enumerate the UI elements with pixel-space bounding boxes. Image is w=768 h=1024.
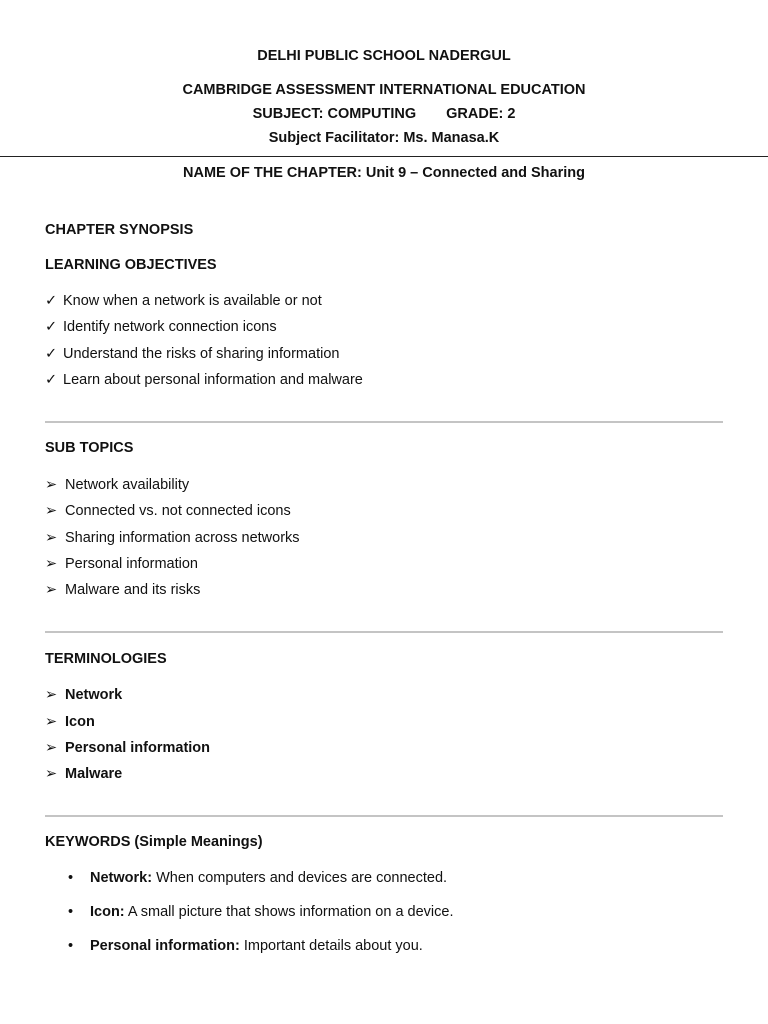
synopsis-heading: CHAPTER SYNOPSIS xyxy=(45,222,194,238)
objective-item xyxy=(45,319,277,335)
term-item xyxy=(45,766,122,782)
objective-text: Learn about personal information and malware xyxy=(63,372,363,388)
objective-item xyxy=(45,293,322,309)
term-text: Personal information xyxy=(65,740,211,756)
subtopic-text: Personal information xyxy=(65,556,198,572)
arrow-bullet-icon: ➢ xyxy=(45,687,58,703)
keyword-item xyxy=(68,904,453,920)
subtopic-item xyxy=(45,477,189,493)
keyword-term: Network: xyxy=(90,870,153,886)
objective-item xyxy=(45,372,363,388)
subtopic-text: Malware and its risks xyxy=(65,582,201,598)
section-divider xyxy=(45,631,723,633)
term-item xyxy=(45,740,210,756)
facilitator-name: Subject Facilitator: Ms. Manasa.K xyxy=(268,130,500,146)
check-icon: ✓ xyxy=(45,372,58,388)
header-divider xyxy=(0,156,768,157)
board-name: CAMBRIDGE ASSESSMENT INTERNATIONAL EDUCATION xyxy=(182,82,586,98)
objective-text: Identify network connection icons xyxy=(63,319,277,335)
section-divider xyxy=(45,815,723,817)
bullet-dot-icon: • xyxy=(68,904,74,920)
term-item xyxy=(45,714,95,730)
keyword-item xyxy=(68,938,423,954)
subtopic-item xyxy=(45,582,200,598)
keywords-heading: KEYWORDS (Simple Meanings) xyxy=(45,834,263,850)
term-text: Icon xyxy=(65,714,95,730)
subject-grade-line xyxy=(0,106,768,122)
objectives-heading: LEARNING OBJECTIVES xyxy=(45,257,217,273)
arrow-bullet-icon: ➢ xyxy=(45,582,58,598)
subtopic-item xyxy=(45,530,300,546)
term-item xyxy=(45,687,122,703)
check-icon: ✓ xyxy=(45,346,58,362)
bullet-dot-icon: • xyxy=(68,870,74,886)
check-icon: ✓ xyxy=(45,319,58,335)
arrow-bullet-icon: ➢ xyxy=(45,766,58,782)
arrow-bullet-icon: ➢ xyxy=(45,477,58,493)
subtopic-item xyxy=(45,556,198,572)
keyword-term: Icon: xyxy=(90,904,125,920)
chapter-title: NAME OF THE CHAPTER: Unit 9 – Connected and Sharing xyxy=(183,165,585,181)
subtopics-heading: SUB TOPICS xyxy=(45,440,134,456)
subject-label: SUBJECT: COMPUTING xyxy=(252,106,417,122)
keyword-meaning: A small picture that shows information on a device. xyxy=(124,904,454,920)
subtopic-text: Connected vs. not connected icons xyxy=(65,503,291,519)
subtopic-text: Sharing information across networks xyxy=(65,530,300,546)
school-name: DELHI PUBLIC SCHOOL NADERGUL xyxy=(257,48,511,64)
bullet-dot-icon: • xyxy=(68,938,74,954)
term-text: Malware xyxy=(65,766,123,782)
arrow-bullet-icon: ➢ xyxy=(45,556,58,572)
terminologies-heading: TERMINOLOGIES xyxy=(45,651,167,667)
term-text: Network xyxy=(65,687,123,703)
objective-text: Understand the risks of sharing information xyxy=(63,346,340,362)
subtopic-item xyxy=(45,503,291,519)
arrow-bullet-icon: ➢ xyxy=(45,530,58,546)
grade-label: GRADE: 2 xyxy=(446,106,516,122)
check-icon: ✓ xyxy=(45,293,58,309)
objective-text: Know when a network is available or not xyxy=(63,293,322,309)
section-divider xyxy=(45,421,723,423)
keyword-term: Personal information: xyxy=(90,938,240,954)
keyword-item xyxy=(68,870,447,886)
objective-item xyxy=(45,346,339,362)
arrow-bullet-icon: ➢ xyxy=(45,714,58,730)
subtopic-text: Network availability xyxy=(65,477,190,493)
keyword-meaning: When computers and devices are connected. xyxy=(152,870,448,886)
keyword-meaning: Important details about you. xyxy=(239,938,423,954)
arrow-bullet-icon: ➢ xyxy=(45,740,58,756)
arrow-bullet-icon: ➢ xyxy=(45,503,58,519)
